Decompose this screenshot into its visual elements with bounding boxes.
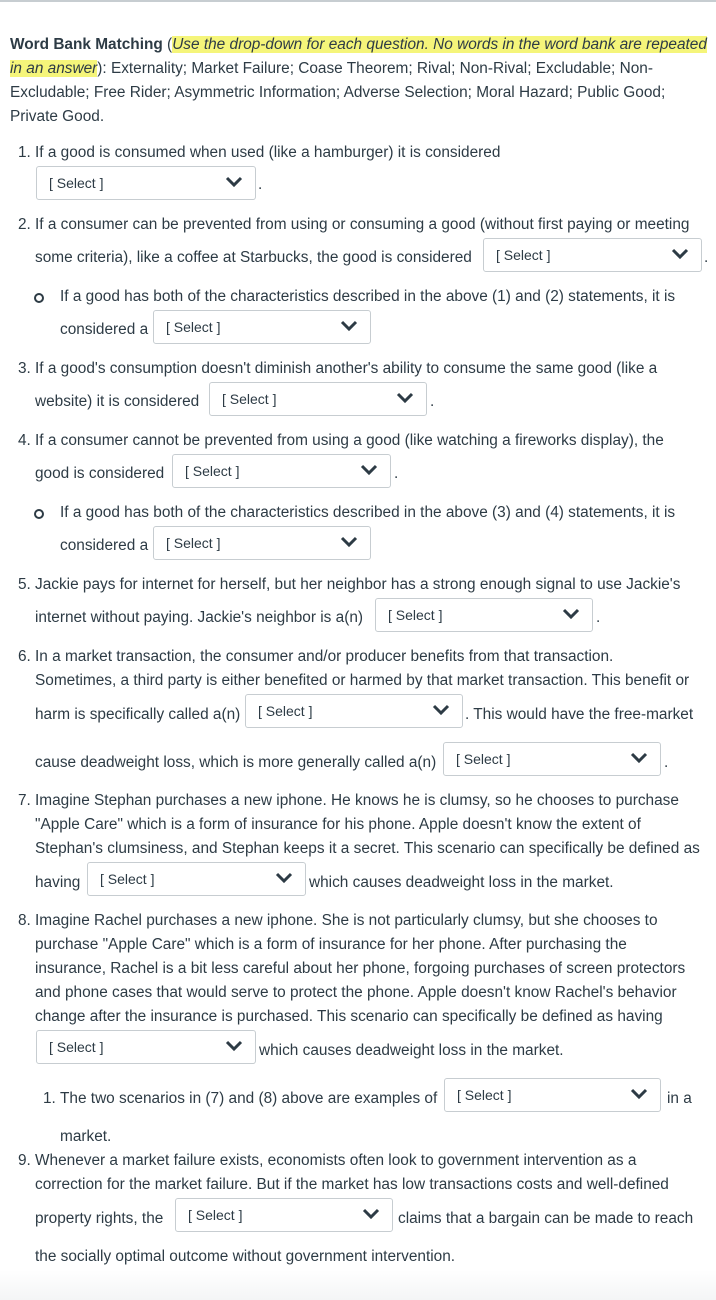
q7-text-after: which causes deadweight loss in the market. [309,874,614,891]
q2-select[interactable] [483,238,702,272]
sub1-select[interactable] [444,1078,661,1112]
q8-text-line5: change after the insurance is purchased. This scenario can specifically be defined as having [35,1008,663,1025]
b2-text-line1: If a good has both of the characteristics described in the above (3) and (4) statements, it is [60,504,676,521]
q1-select[interactable] [36,166,256,200]
select-placeholder: [ Select ] [188,1207,243,1223]
q7-text-line3: Stephan's clumsiness, and Stephan keeps it a secret. This scenario can specifically be defined as [35,840,700,857]
q6-period: . [664,754,669,771]
q9-select[interactable] [175,1198,393,1232]
select-placeholder: [ Select ] [49,175,104,191]
instructions [10,33,710,129]
q8-number: 8. [18,912,31,929]
sub1-text: The two scenarios in (7) and (8) above are examples of [60,1090,438,1107]
q3-text-line1: If a good's consumption doesn't diminish another's ability to consume the same good (like a [35,360,658,377]
chevron-down-icon [630,751,648,765]
q5-period: . [596,609,601,626]
q6-text-line3: harm is specifically called a(n) [35,706,241,723]
q6-select-1[interactable] [245,694,463,728]
select-placeholder: [ Select ] [388,607,443,623]
select-placeholder: [ Select ] [222,391,277,407]
instructions-title: Word Bank Matching [10,36,163,53]
q3-period: . [430,393,435,410]
q7-text-line2: "Apple Care" which is a form of insurance for his phone. Apple doesn't know the extent of [35,816,641,833]
sub1-text-after: in a [667,1090,692,1107]
chevron-down-icon [225,1039,243,1053]
chevron-down-icon [360,463,378,477]
q1-text: If a good is consumed when used (like a hamburger) it is considered [35,144,501,161]
q4-text-line1: If a consumer cannot be prevented from using a good (like watching a fireworks display), the [35,432,664,449]
chevron-down-icon [340,319,358,333]
chevron-down-icon [225,175,243,189]
q9-number: 9. [18,1152,31,1169]
q5-text-line2: internet without paying. Jackie's neighbor is a(n) [35,609,364,626]
chevron-down-icon [630,1087,648,1101]
b1-text-line2: considered a [60,321,149,338]
q8-text-after: which causes deadweight loss in the market. [259,1042,564,1059]
b2-select[interactable] [153,526,371,560]
q3-select[interactable] [209,382,427,416]
b1-text-line1: If a good has both of the characteristics described in the above (1) and (2) statements, it is [60,288,676,305]
instructions-highlight: Use the drop-down for each question. No words in the word bank are repeated in an answer [10,36,707,77]
q2-text-line2: some criteria), like a coffee at Starbucks, the good is considered [35,249,472,266]
bottom-fade [0,1270,716,1300]
q5-text-line1: Jackie pays for internet for herself, but her neighbor has a strong enough signal to use Jackie's [35,576,681,593]
select-placeholder: [ Select ] [496,247,551,263]
select-placeholder: [ Select ] [166,535,221,551]
q2-number: 2. [18,216,31,233]
q9-text-line3: property rights, the [35,1210,164,1227]
q6-text-line3-after: . This would have the free-market [465,706,694,723]
q8-text-line4: and phone cases that would serve to protect the phone. Apple doesn't know Rachel's behavior [35,984,677,1001]
q6-text-line2: Sometimes, a third party is either benefited or harmed by that market transaction. This benefit or [35,672,690,689]
q5-number: 5. [18,576,31,593]
q4-period: . [394,465,399,482]
q6-select-2[interactable] [443,742,661,776]
q4-select[interactable] [172,454,391,488]
q8-text-line1: Imagine Rachel purchases a new iphone. She is not particularly clumsy, but she chooses to [35,912,658,929]
chevron-down-icon [340,535,358,549]
q9-text-after: claims that a bargain can be made to reach [398,1210,694,1227]
chevron-down-icon [671,247,689,261]
b1-select[interactable] [153,310,371,344]
q5-select[interactable] [375,598,593,632]
top-border [0,0,716,2]
q1-number: 1. [18,144,31,161]
q6-text-line1: In a market transaction, the consumer and/or producer benefits from that transaction. [35,648,614,665]
q4-number: 4. [18,432,31,449]
word-bank: ): Externality; Market Failure; Coase Theorem; Rival; Non-Rival; Excludable; Non-Excludable; Free Rider; Asymmetric Information; Adverse Selection; Moral Hazard; Public Good; Private Good. [10,60,666,125]
bullet-icon [34,293,44,303]
select-placeholder: [ Select ] [185,463,240,479]
chevron-down-icon [562,607,580,621]
q8-text-line3: insurance, Rachel is a bit less careful about her phone, forgoing purchases of screen protectors [35,960,686,977]
instructions-paren: ( [162,36,173,53]
q1-period: . [258,176,263,193]
select-placeholder: [ Select ] [258,703,313,719]
sub1-text-line2: market. [60,1128,112,1145]
select-placeholder: [ Select ] [456,751,511,767]
q4-text-line2: good is considered [35,465,165,482]
bullet-icon [34,509,44,519]
q8-select[interactable] [36,1030,256,1064]
q3-number: 3. [18,360,31,377]
select-placeholder: [ Select ] [457,1087,512,1103]
select-placeholder: [ Select ] [49,1039,104,1055]
q6-text-line4: cause deadweight loss, which is more generally called a(n) [35,754,437,771]
chevron-down-icon [432,703,450,717]
q2-text-line1: If a consumer can be prevented from using or consuming a good (without first paying or meeting [35,216,690,233]
q2-period: . [704,249,709,266]
chevron-down-icon [362,1207,380,1221]
q9-text-line4: the socially optimal outcome without government intervention. [35,1248,456,1265]
q7-number: 7. [18,792,31,809]
q7-text-line4: having [35,874,81,891]
b2-text-line2: considered a [60,537,149,554]
sub1-number: 1. [43,1090,56,1107]
chevron-down-icon [396,391,414,405]
q9-text-line1: Whenever a market failure exists, economists often look to government intervention as a [35,1152,637,1169]
q7-text-line1: Imagine Stephan purchases a new iphone. He knows he is clumsy, so he chooses to purchase [35,792,679,809]
select-placeholder: [ Select ] [100,871,155,887]
q9-text-line2: correction for the market failure. But if the market has low transactions costs and well-defined [35,1176,669,1193]
chevron-down-icon [275,871,293,885]
select-placeholder: [ Select ] [166,319,221,335]
q3-text-line2: website) it is considered [35,393,200,410]
q6-number: 6. [18,648,31,665]
q8-text-line2: purchase "Apple Care" which is a form of insurance for her phone. After purchasing the [35,936,627,953]
q7-select[interactable] [87,862,306,896]
